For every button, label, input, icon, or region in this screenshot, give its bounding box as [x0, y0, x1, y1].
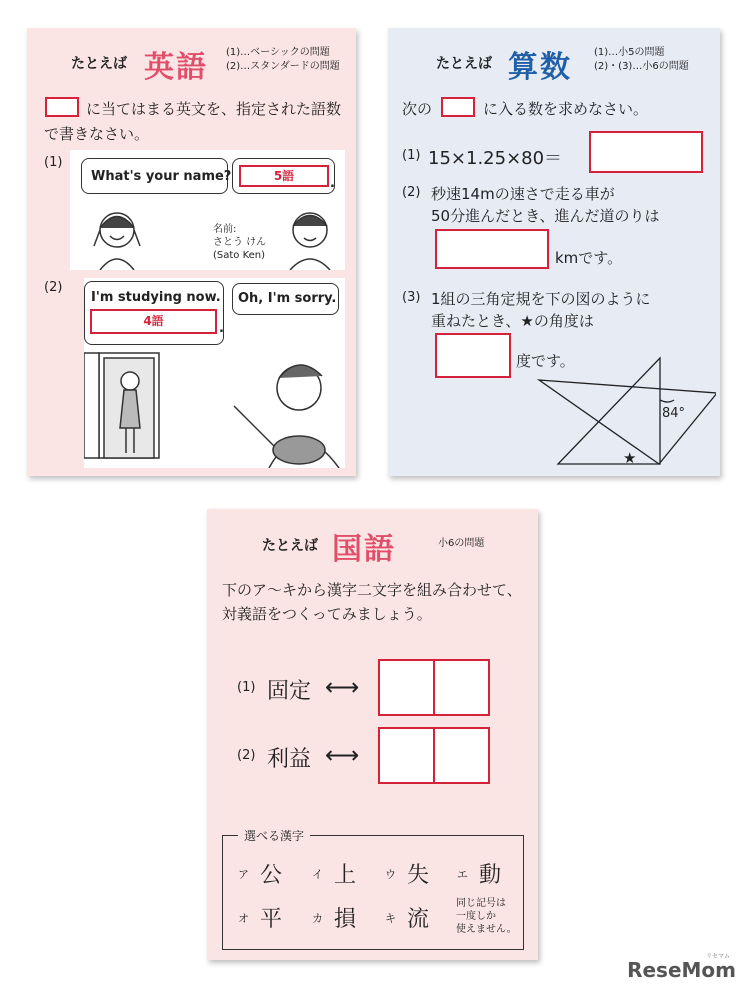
english-name-label: 名前:: [213, 224, 237, 235]
choice-e-kanji: 動: [479, 863, 502, 888]
japanese-q1-answer-box-2[interactable]: [433, 659, 490, 716]
math-q2-line2: 50分進んだとき、進んだ道のりは: [431, 207, 660, 225]
math-angle-label: 84°: [662, 406, 686, 421]
choice-i-kanji: 上: [334, 863, 357, 888]
math-instruction-pre: 次の: [402, 100, 433, 118]
japanese-q2-answer-box-1[interactable]: [378, 727, 435, 784]
japanese-instruction-2: 対義語をつくってみましょう。: [222, 605, 432, 623]
english-q2-number: (2): [44, 280, 63, 295]
door-frame: [84, 353, 159, 458]
japanese-q1-word: 固定: [267, 679, 312, 704]
english-prefix: たとえば: [71, 56, 127, 72]
japanese-q2-word: 利益: [267, 747, 312, 772]
choice-a-kana: ア: [238, 868, 249, 881]
english-q2-word-count: 4語: [143, 314, 164, 328]
choices-rule-2: 一度しか: [456, 911, 496, 922]
resemom-logo: ReseMom: [627, 958, 736, 982]
japanese-instruction-1: 下のア〜キから漢字二文字を組み合わせて、: [222, 581, 522, 599]
angle-arc: [660, 400, 674, 402]
ruler-triangle-b: [558, 358, 660, 464]
choice-e-kana: エ: [457, 868, 468, 881]
math-q3-answer-box[interactable]: [435, 333, 511, 378]
boy-figure: [290, 213, 330, 270]
choice-o-kana: オ: [238, 912, 249, 925]
math-star: ★: [623, 449, 637, 467]
japanese-q1-arrow: ⟷: [325, 673, 360, 701]
japanese-q2-answer-box-2[interactable]: [433, 727, 490, 784]
math-instruction-post: に入る数を求めなさい。: [483, 100, 649, 118]
resemom-logo-kana: リセマム: [706, 953, 730, 960]
math-q2-answer-box[interactable]: [435, 229, 549, 269]
english-card: [27, 28, 356, 476]
english-q1-characters: [70, 150, 345, 270]
english-instruction-box: [45, 97, 79, 117]
math-prefix: たとえば: [436, 56, 492, 72]
math-instruction-box: [441, 97, 475, 117]
math-q2-unit: kmです。: [555, 249, 623, 267]
math-q1-number: (1): [402, 148, 421, 163]
choices-rule-3: 使えません。: [456, 924, 517, 935]
choice-ka-kanji: 損: [334, 907, 357, 932]
math-q3-line1: 1組の三角定規を下の図のように: [431, 290, 651, 308]
choice-a-kanji: 公: [260, 863, 283, 888]
math-note-2: (2)・(3)…小6の問題: [594, 61, 689, 72]
math-q1-expression: 15×1.25×80＝: [428, 148, 563, 169]
kanji-choices-title: 選べる漢字: [238, 827, 310, 844]
japanese-prefix: たとえば: [262, 538, 318, 554]
english-q1-period: .: [330, 176, 335, 191]
choice-i-kana: イ: [312, 868, 323, 881]
math-q2-number: (2): [402, 185, 421, 200]
japanese-note: 小6の問題: [438, 538, 485, 549]
english-q2-period: .: [219, 321, 224, 336]
math-subject: 算数: [508, 50, 572, 85]
choice-ki-kana: キ: [385, 912, 396, 925]
choice-ki-kanji: 流: [407, 907, 430, 932]
english-subject: 英語: [144, 50, 208, 85]
english-instruction-2: で書きなさい。: [44, 125, 150, 143]
math-card: [388, 28, 720, 476]
choices-rule-1: 同じ記号は: [456, 898, 506, 909]
japanese-card: [207, 509, 538, 960]
english-note-1: (1)…ベーシックの問題: [226, 47, 330, 58]
english-q2-scene: [84, 278, 345, 468]
english-name-roman: (Sato Ken): [213, 250, 266, 261]
math-q3-line2: 重ねたとき、★の角度は: [431, 312, 594, 330]
guitar-boy: [234, 365, 339, 468]
japanese-subject: 国語: [332, 532, 396, 567]
math-q2-line1: 秒速14mの速さで走る車が: [431, 185, 615, 203]
english-note-2: (2)…スタンダードの問題: [226, 61, 340, 72]
math-q1-answer-box[interactable]: [589, 131, 703, 173]
japanese-q1-answer-box-1[interactable]: [378, 659, 435, 716]
english-q1-word-count: 5語: [273, 169, 295, 183]
math-q3-unit: 度です。: [516, 352, 575, 370]
english-instruction-1: に当てはまる英文を、指定された語数: [86, 100, 342, 118]
english-q2-bubble-text: I'm studying now.: [91, 290, 221, 305]
girl-figure: [94, 213, 140, 270]
english-q2-reply-text: Oh, I'm sorry.: [238, 291, 337, 306]
japanese-q2-number: (2): [237, 748, 256, 763]
math-note-1: (1)…小5の問題: [594, 47, 665, 58]
choice-ka-kana: カ: [312, 912, 323, 925]
english-q1-bubble-text: What's your name?: [91, 169, 232, 184]
japanese-q2-arrow: ⟷: [325, 741, 360, 769]
math-q3-number: (3): [402, 290, 421, 305]
japanese-q1-number: (1): [237, 680, 256, 695]
english-q1-number: (1): [44, 155, 63, 170]
choice-o-kanji: 平: [260, 907, 283, 932]
choice-u-kana: ウ: [385, 868, 396, 881]
english-name-value: さとう けん: [213, 237, 267, 248]
choice-u-kanji: 失: [407, 863, 430, 888]
